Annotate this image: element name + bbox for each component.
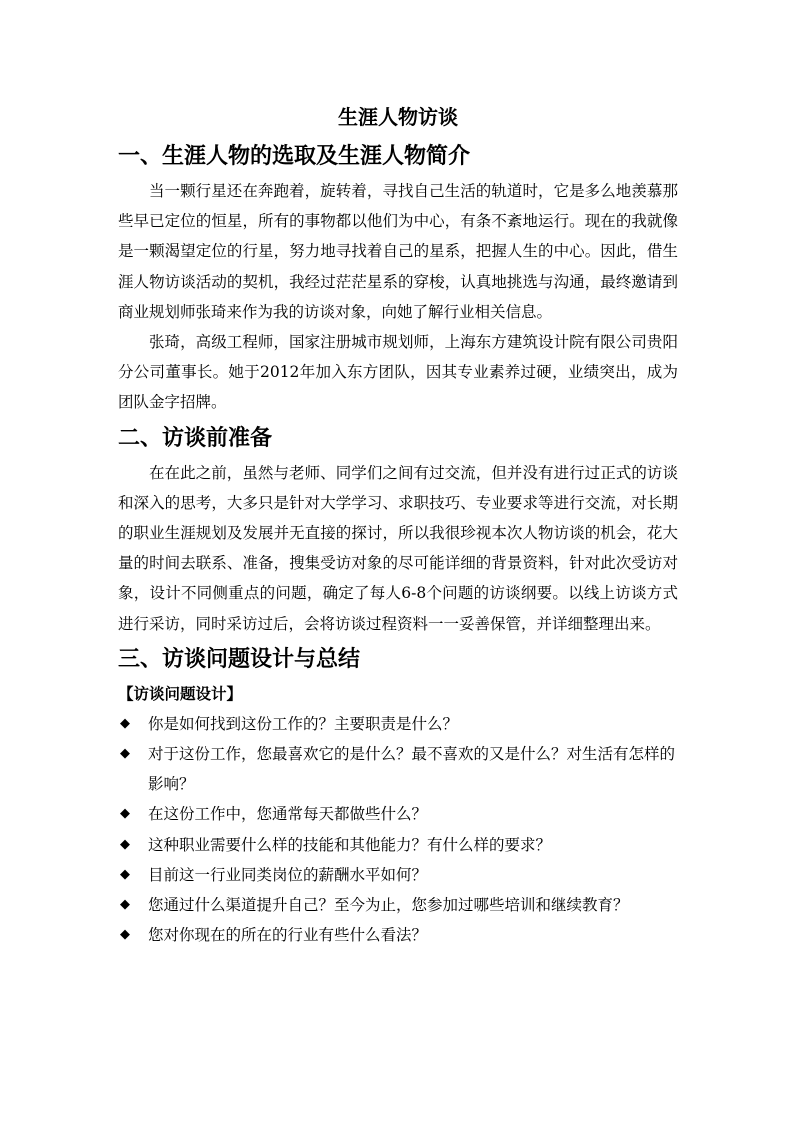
- question-text: 在这份工作中，您通常每天都做些什么？: [148, 805, 428, 824]
- question-item: [118, 799, 678, 829]
- section-2-paragraph-1: 在在此之前，虽然与老师、同学们之间有过交流，但并没有进行过正式的访谈和深入的思考，大多只是针对大学学习、求职技巧、专业要求等进行交流，对长期的职业生涯规划及发展并无直接的探讨，所以我很珍视本次人物访谈的机会，花大量的时间去联系、准备，搜集受访对象的尽可能详细的背景资料，针对此次受访对象，设计不同侧重点的问题，确定了每人6-8个问题的访谈纲要。以线上访谈方式进行采访，同时采访过后，会将访谈过程资料一一妥善保管，并详细整理出来。: [118, 463, 678, 633]
- document-page: [118, 100, 678, 950]
- document-title: 生涯人物访谈: [338, 105, 458, 129]
- section-heading-3: 三、访谈问题设计与总结: [118, 645, 361, 672]
- question-item: [118, 739, 678, 799]
- section-heading-1: 一、生涯人物的选取及生涯人物简介: [118, 143, 471, 169]
- question-text: 目前这一行业同类岗位的薪酬水平如何？: [148, 865, 428, 884]
- question-item: [118, 709, 678, 739]
- question-item: [118, 920, 678, 950]
- diamond-bullet-icon: ◆: [120, 927, 130, 943]
- question-text: 您通过什么渠道提升自己？至今为止，您参加过哪些培训和继续教育？: [148, 896, 629, 915]
- section-1-paragraph-2: 张琦，高级工程师，国家注册城市规划师，上海东方建筑设计院有限公司贵阳分公司董事长。她于2012年加入东方团队，因其专业素养过硬，业绩突出，成为团队金字招牌。: [118, 333, 678, 412]
- section-1-paragraph-1: 当一颗行星还在奔跑着，旋转着，寻找自己生活的轨道时，它是多么地羡慕那些早已定位的恒星，所有的事物都以他们为中心，有条不紊地运行。现在的我就像是一颗渴望定位的行星，努力地寻找着自己的星系，把握人生的中心。因此，借生涯人物访谈活动的契机，我经过茫茫星系的穿梭，认真地挑选与沟通，最终邀请到商业规划师张琦来作为我的访谈对象，向她了解行业相关信息。: [118, 182, 678, 321]
- question-text: 对于这份工作，您最喜欢它的是什么？最不喜欢的又是什么？对生活有怎样的影响？: [148, 745, 676, 794]
- diamond-bullet-icon: ◆: [120, 806, 130, 822]
- diamond-bullet-icon: ◆: [120, 897, 130, 913]
- question-item: [118, 890, 678, 920]
- diamond-bullet-icon: ◆: [120, 836, 130, 852]
- section-heading-2: 二、访谈前准备: [118, 424, 273, 451]
- question-text: 这种职业需要什么样的技能和其他能力？有什么样的要求？: [148, 835, 552, 854]
- question-text: 你是如何找到这份工作的？主要职责是什么？: [148, 714, 459, 733]
- question-item: [118, 830, 678, 860]
- question-text: 您对你现在的所在的行业有些什么看法？: [148, 926, 428, 945]
- diamond-bullet-icon: ◆: [120, 866, 130, 882]
- question-list: [118, 709, 678, 951]
- diamond-bullet-icon: ◆: [120, 746, 130, 762]
- question-item: [118, 860, 678, 890]
- question-design-subheading: 【访谈问题设计】: [118, 683, 243, 703]
- diamond-bullet-icon: ◆: [120, 715, 130, 731]
